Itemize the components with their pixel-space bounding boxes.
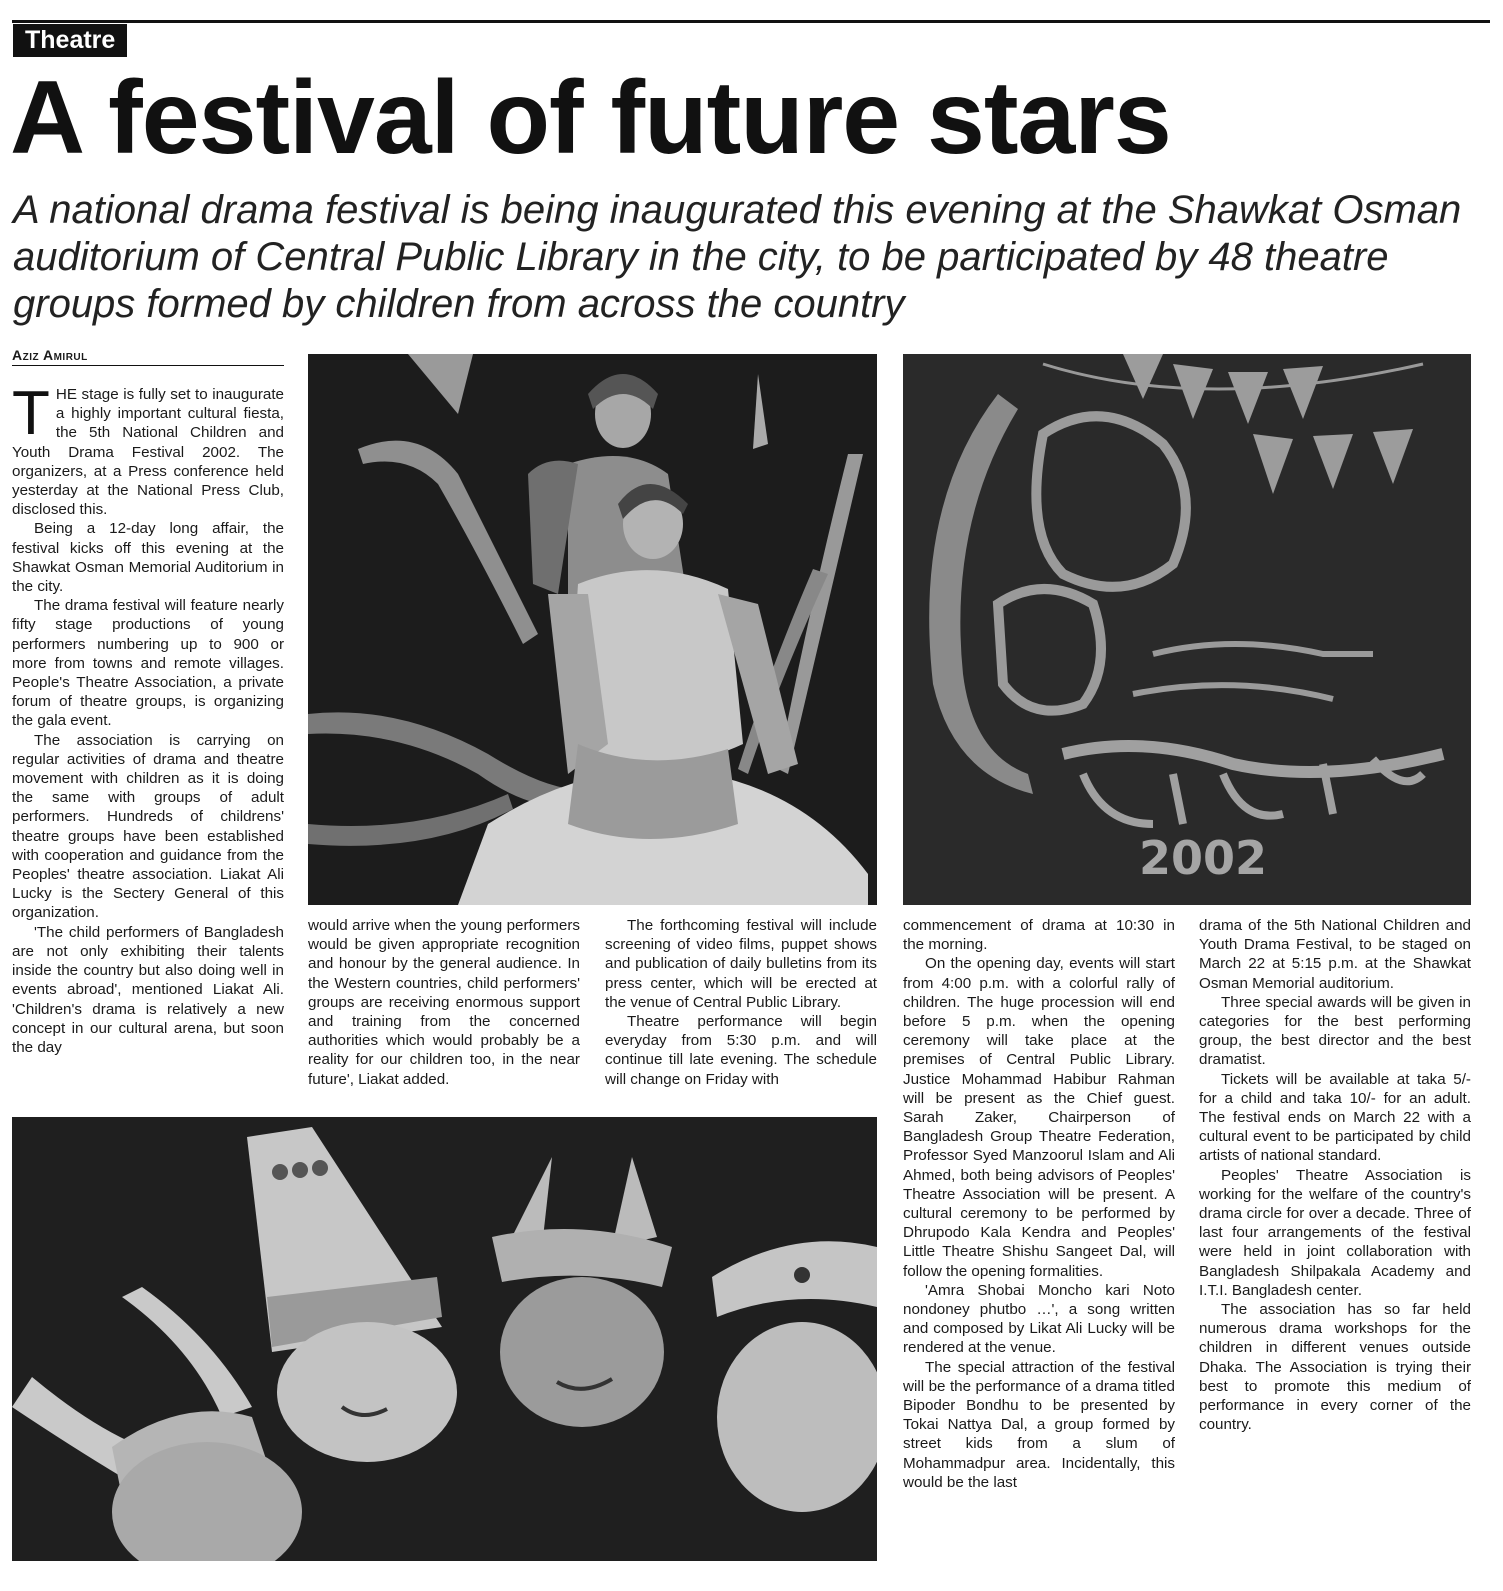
article-paragraph: commencement of drama at 10:30 in the morning.	[903, 917, 1175, 954]
article-paragraph: 'The child performers of Bangladesh are not only exhibiting their talents inside the country but also doing well in events abroad', mentioned Liakat Ali. 'Children's drama is relatively a new concept in our cultural arena, but soon the day	[12, 923, 284, 1056]
article-paragraph: 'Amra Shobai Moncho kari Noto nondoney phutbo …', a song written and composed by Likat Ali Lucky will be rendered at the venue.	[903, 1281, 1175, 1357]
article-column-1	[12, 379, 284, 1057]
article-column-4	[903, 916, 1175, 1492]
article-paragraph: Being a 12-day long affair, the festival kicks off this evening at the Shawkat Osman Memorial Auditorium in the city.	[12, 520, 284, 596]
article-paragraph: The forthcoming festival will include screening of video films, puppet shows and publication of daily bulletins from its press center, which will be erected at the venue of Central Public Library.	[605, 917, 877, 1011]
byline: Aziz Amirul	[12, 347, 284, 366]
article-paragraph: THE stage is fully set to inaugurate a highly important cultural fiesta, the 5th National Children and Youth Drama Festival 2002. The organizers, at a Press conference held yesterday at the National Press Club, disclosed this.	[12, 379, 284, 519]
article-paragraph: Tickets will be available at taka 5/- for a child and taka 10/- for an adult. The festival ends on March 22 with a cultural event to be participated by child artists of national standard.	[1199, 1070, 1471, 1165]
section-label: Theatre	[13, 24, 127, 57]
article-paragraph: The drama festival will feature nearly fifty stage productions of young performers numbering up to 900 or more from towns and remote villages. People's Theatre Association, a private forum of theatre groups, is organizing the gala event.	[12, 597, 284, 730]
article-column-5	[1199, 916, 1471, 1434]
photo-dancers-painting	[308, 354, 877, 905]
article-paragraph: The association is carrying on regular activities of drama and theatre movement with children as it is doing the same with groups of adult performers. Hundreds of childrens' theatre groups have been established with cooperation and guidance from the Peoples' theatre association. Liakat Ali Lucky is the Sectery General of this organization.	[12, 731, 284, 922]
drop-cap: T	[12, 379, 50, 448]
headline: A festival of future stars	[10, 60, 1171, 176]
article-paragraph: would arrive when the young performers would be given appropriate recognition and honour by the general audience. In the Western countries, child performers' groups are receiving enormous support and training from the concerned authorities which would probably be a reality for our children too, in the near future', Liakat added.	[308, 917, 580, 1088]
article-paragraph: The special attraction of the festival will be the performance of a drama titled Bipoder Bondhu to be presented by Tokai Nattya Dal, a group formed by street kids from a slum of Mohammadpur area. Incidentally, this would be the last	[903, 1358, 1175, 1491]
article-paragraph: Three special awards will be given in categories for the best performing group, the best director and the best dramatist.	[1199, 993, 1471, 1069]
article-paragraph: drama of the 5th National Children and Youth Drama Festival, to be staged on March 22 at 5:15 p.m. at the Shawkat Osman Memorial auditorium.	[1199, 917, 1471, 992]
photo-festival-logo	[903, 354, 1471, 905]
article-paragraph: Theatre performance will begin everyday from 5:30 p.m. and will continue till late evening. The schedule will change on Friday with	[605, 1013, 877, 1088]
top-rule	[12, 20, 1490, 23]
article-paragraph: Peoples' Theatre Association is working for the welfare of the country's drama circle for over a decade. Three of last four arrangements of the festival were held in joint collaboration with Bangladesh Shilpakala Academy and I.T.I. Bangladesh center.	[1199, 1166, 1471, 1299]
article-paragraph: The association has so far held numerous drama workshops for the children in different venues outside Dhaka. The Association is trying their best to promote this medium of performance in every corner of the country.	[1199, 1301, 1471, 1434]
photo-masks	[12, 1117, 877, 1561]
article-column-3	[605, 916, 877, 1089]
subheadline: A national drama festival is being inaugurated this evening at the Shawkat Osman auditorium of Central Public Library in the city, to be participated by 48 theatre groups formed by children from across the country	[13, 188, 1462, 326]
article-paragraph: On the opening day, events will start from 4:00 p.m. with a colorful rally of children. The huge procession will end before 5 p.m. when the opening ceremony will take place at the premises of Central Public Library. Justice Mohammad Habibur Rahman will be present as the Chief guest. Sarah Zaker, Chairperson of Bangladesh Group Theatre Federation, Professor Syed Manzoorul Islam and Ali Ahmed, both being advisors of Peoples' Theatre Association will be present. A cultural ceremony to be performed by Dhrupodo Kala Kendra and Peoples' Little Theatre Shishu Sangeet Dal, will follow the opening formalities.	[903, 955, 1175, 1280]
logo-year-text: 2002	[1138, 831, 1268, 885]
article-column-2	[308, 916, 580, 1089]
